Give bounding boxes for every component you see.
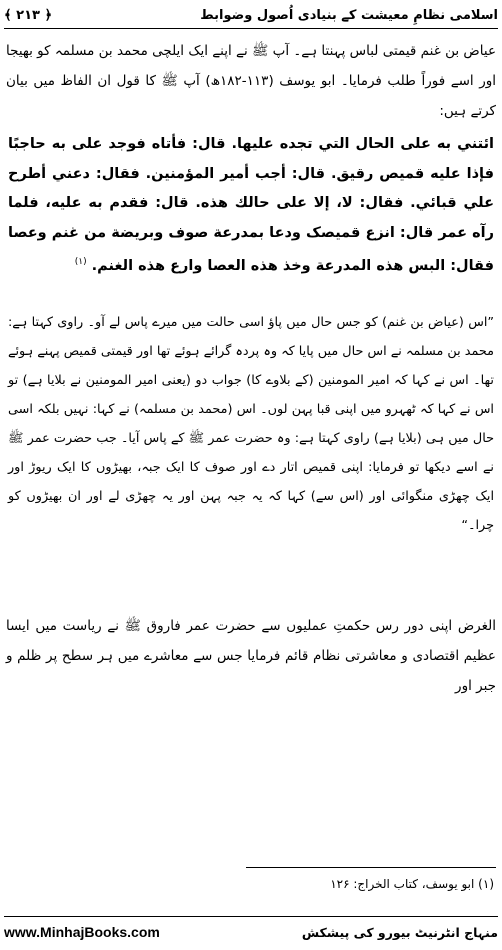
page-number: ﴿ ۲۱۳ ﴾	[4, 7, 53, 23]
arabic-quote	[8, 130, 494, 281]
page-footer	[4, 916, 498, 947]
presenter-credit: منہاج انٹرنیٹ بیورو کی پیشکش	[301, 924, 498, 940]
arabic-quote-text: ائتني به على الحال التي تجده عليها. قال: فأتاه فوجد على به حاجبًا فإذا عليه قميص رقيق. قال: أجب أمير المؤمنين. فقال: دعني أطرح علي قبائي. فقال: لا، إلا على حالك هذه. قال: فقدم به عليه، فلما رآه عمر قال: انزع قميصک ودعا بمدرعة صوف وبريضة من غنم وعصا فقال: البس هذه المدرعة وخذ هذه العصا وارع هذه الغنم.	[8, 136, 494, 274]
footnote-divider	[246, 867, 496, 868]
translation-paragraph: ”اس (عیاض بن غنم) کو جس حال میں پاؤ اسی حالت میں میرے پاس لے آو۔ راوی کہتا ہے: محمد بن مسلمہ نے اس حال میں پایا کہ وہ پردہ گرائے ہوئے تھا اور قیمتی قمیص پہنے ہوئے تھا۔ اس نے کہا کہ امیر المومنین (کے بلاوے کا) جواب دو (یعنی امیر المومنین نے بلایا ہے) تو اس نے کہا کہ ٹھہرو میں اپنی قبا پہن لوں۔ اس (محمد بن مسلمہ) نے کہا: نہیں بلکہ اسی حال میں ہی (بلایا ہے) راوی کہتا ہے: وہ حضرت عمر ﷺ کے پاس آیا۔ جب حضرت عمر ﷺ نے اسے دیکھا تو فرمایا: اپنی قمیص اتار دے اور صوف کا ایک جبہ، بھیڑوں کا ایک ریوڑ اور ایک چھڑی منگوائی اور (اس سے) کہا کہ یہ جبہ پہن اور یہ چھڑی لے اور ان بھیڑوں کو چرا۔“	[8, 315, 494, 533]
footnote: (۱) ابو یوسف، کتاب الخراج: ۱۲۶	[330, 877, 494, 891]
footnote-marker: (۱)	[74, 257, 87, 267]
running-title: اسلامی نظامِ معیشت کے بنیادی اُصول وضوابط	[200, 7, 498, 23]
page-header	[4, 2, 498, 29]
conclusion-paragraph: الغرض اپنی دور رس حکمتِ عملیوں سے حضرت عمر فاروق ﷺ نے ریاست میں ایسا عظیم اقتصادی و معاشرتی نظام قائم فرمایا جس سے معاشرے میں ہر سطح پر ظلم و جبر اور	[6, 618, 496, 694]
website-link[interactable]: www.MinhajBooks.com	[4, 924, 160, 940]
intro-paragraph: عیاض بن غنم قیمتی لباس پہنتا ہے۔ آپ ﷺ نے اپنے ایک ایلچی محمد بن مسلمہ کو بھیجا اور اسے فوراً طلب فرمایا۔ ابو یوسف (۱۱۳-۱۸۲ھ) آپ ﷺ کا قول ان الفاظ میں بیان کرتے ہیں:	[6, 43, 497, 119]
